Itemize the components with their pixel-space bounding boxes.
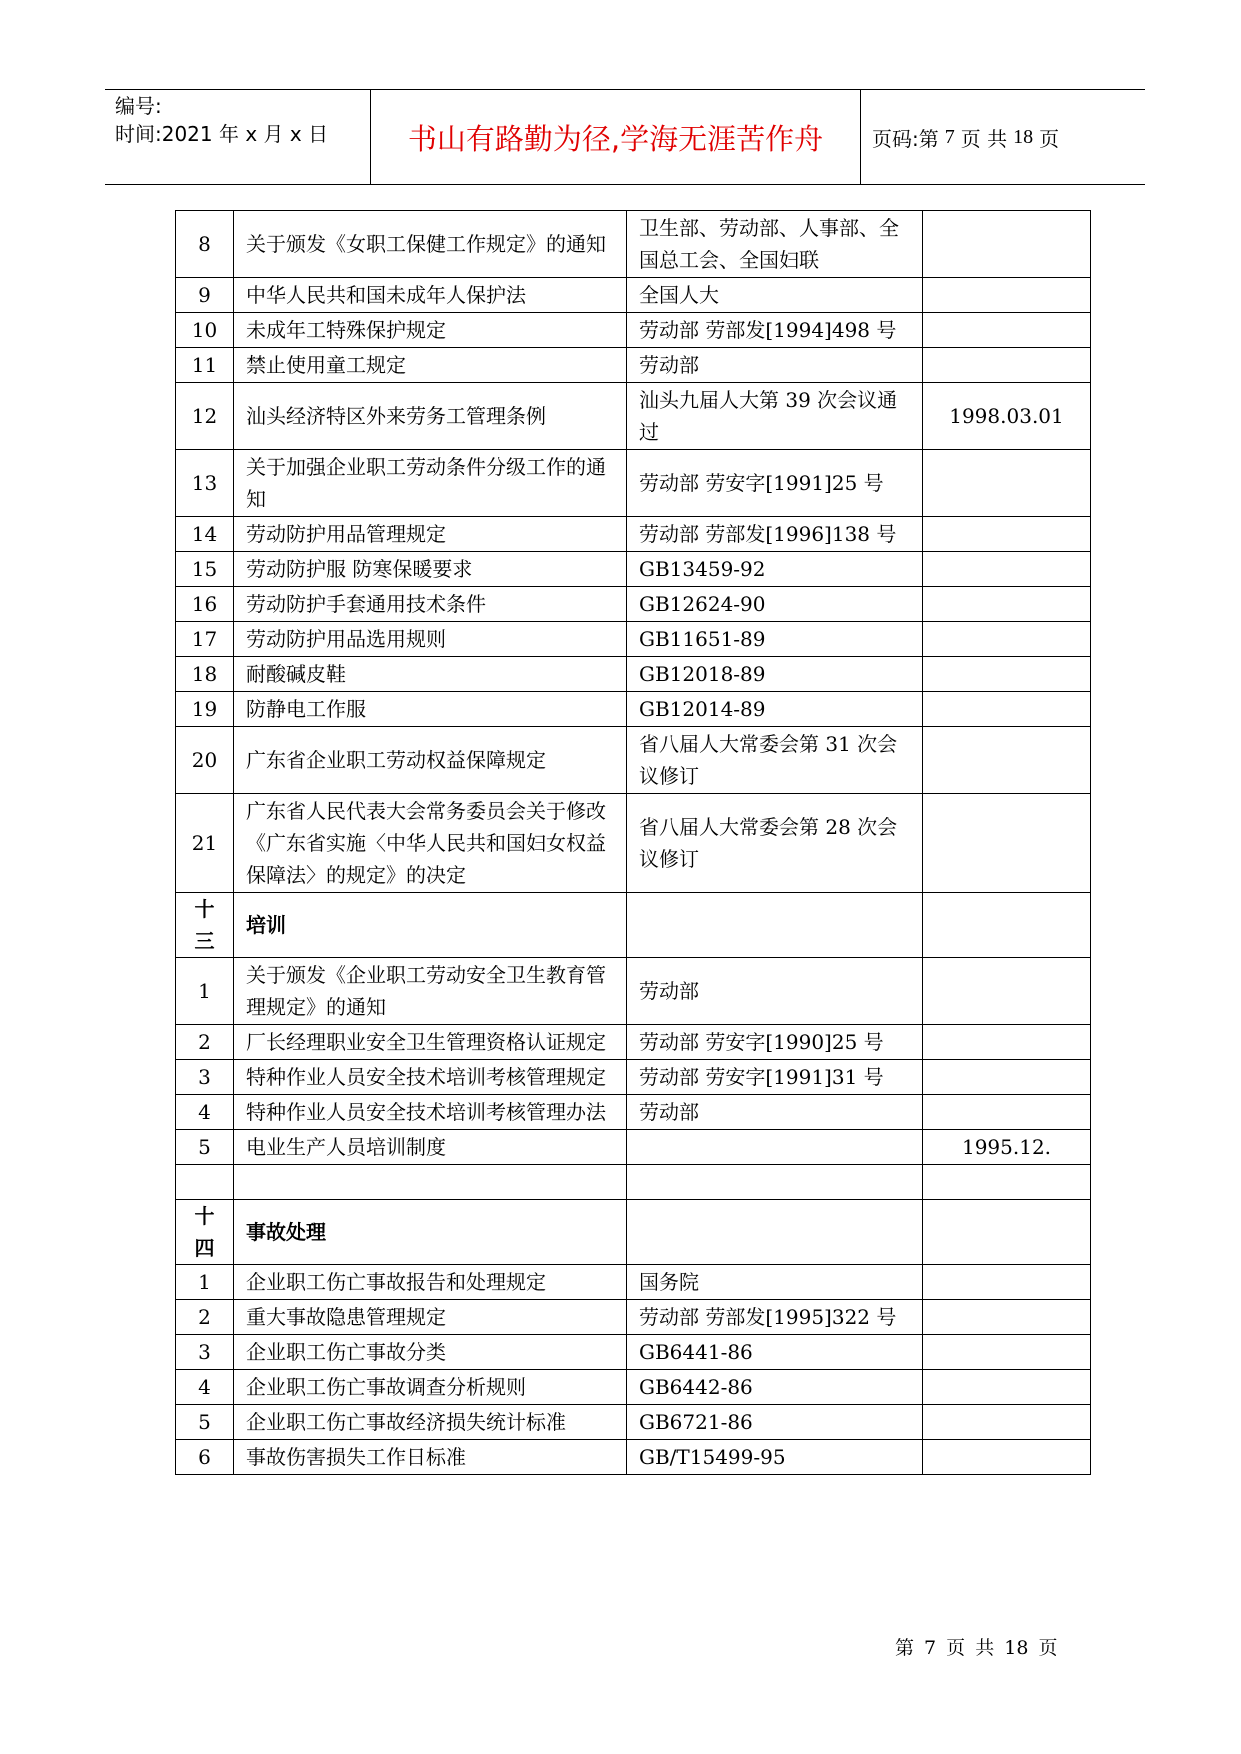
effective-date-cell [923, 1165, 1091, 1200]
effective-date-cell [923, 1200, 1091, 1265]
page-mid: 页 共 [960, 126, 1008, 151]
regulation-name-cell: 事故处理 [234, 1200, 627, 1265]
table-row [176, 383, 1091, 450]
row-number-cell: 十四 [176, 1200, 234, 1265]
regulation-name-cell: 企业职工伤亡事故调查分析规则 [234, 1370, 627, 1405]
row-number-cell: 20 [176, 727, 234, 794]
page-footer: 第 7 页 共 18 页 [895, 1637, 1058, 1659]
effective-date-cell [923, 278, 1091, 313]
issuer-cell: 劳动部 劳部发[1995]322 号 [627, 1300, 923, 1335]
issuer-cell: 汕头九届人大第 39 次会议通过 [627, 383, 923, 450]
row-number-cell: 4 [176, 1370, 234, 1405]
regulation-name-cell: 广东省人民代表大会常务委员会关于修改《广东省实施〈中华人民共和国妇女权益保障法〉的规定》的决定 [234, 794, 627, 893]
table-row [176, 552, 1091, 587]
row-number-cell: 19 [176, 692, 234, 727]
effective-date-cell [923, 1370, 1091, 1405]
regulation-name-cell: 电业生产人员培训制度 [234, 1130, 627, 1165]
header-meta [115, 92, 375, 148]
effective-date-cell [923, 313, 1091, 348]
effective-date-cell [923, 1300, 1091, 1335]
row-number-cell: 15 [176, 552, 234, 587]
table-row [176, 1025, 1091, 1060]
table-row [176, 211, 1091, 278]
row-number-cell: 9 [176, 278, 234, 313]
regulations-table-body [176, 211, 1091, 1475]
table-row [176, 727, 1091, 794]
row-number-cell: 13 [176, 450, 234, 517]
table-row [176, 657, 1091, 692]
header-divider [860, 90, 861, 184]
regulation-name-cell: 劳动防护手套通用技术条件 [234, 587, 627, 622]
table-row [176, 1300, 1091, 1335]
regulation-name-cell: 企业职工伤亡事故经济损失统计标准 [234, 1405, 627, 1440]
regulation-name-cell: 劳动防护服 防寒保暖要求 [234, 552, 627, 587]
regulations-table [175, 210, 1091, 1475]
table-row [176, 348, 1091, 383]
issuer-cell: 劳动部 劳安字[1990]25 号 [627, 1025, 923, 1060]
table-row [176, 958, 1091, 1025]
issuer-cell: GB6721-86 [627, 1405, 923, 1440]
row-number-cell: 18 [176, 657, 234, 692]
row-number-cell: 17 [176, 622, 234, 657]
issuer-cell: GB12018-89 [627, 657, 923, 692]
effective-date-cell [923, 727, 1091, 794]
issuer-cell [627, 1165, 923, 1200]
regulation-name-cell: 特种作业人员安全技术培训考核管理规定 [234, 1060, 627, 1095]
issuer-cell: 省八届人大常委会第 31 次会议修订 [627, 727, 923, 794]
effective-date-cell [923, 1095, 1091, 1130]
row-number-cell: 16 [176, 587, 234, 622]
effective-date-cell [923, 552, 1091, 587]
table-row [176, 517, 1091, 552]
regulation-name-cell: 特种作业人员安全技术培训考核管理办法 [234, 1095, 627, 1130]
issuer-cell [627, 1200, 923, 1265]
regulation-name-cell: 企业职工伤亡事故报告和处理规定 [234, 1265, 627, 1300]
regulation-name-cell: 防静电工作服 [234, 692, 627, 727]
row-number-cell: 1 [176, 958, 234, 1025]
table-row [176, 313, 1091, 348]
regulation-name-cell: 广东省企业职工劳动权益保障规定 [234, 727, 627, 794]
table-row [176, 1060, 1091, 1095]
issuer-cell: 省八届人大常委会第 28 次会议修订 [627, 794, 923, 893]
issuer-cell: 劳动部 [627, 1095, 923, 1130]
effective-date-cell [923, 794, 1091, 893]
table-row [176, 278, 1091, 313]
issuer-cell: 劳动部 劳部发[1996]138 号 [627, 517, 923, 552]
row-number-cell: 14 [176, 517, 234, 552]
row-number-cell: 21 [176, 794, 234, 893]
effective-date-cell: 1995.12. [923, 1130, 1091, 1165]
row-number-cell [176, 1165, 234, 1200]
issuer-cell: 劳动部 劳安字[1991]25 号 [627, 450, 923, 517]
effective-date-cell [923, 1060, 1091, 1095]
effective-date-cell [923, 211, 1091, 278]
row-number-cell: 2 [176, 1025, 234, 1060]
table-row [176, 1265, 1091, 1300]
page-current: 7 [944, 125, 955, 148]
regulation-name-cell: 厂长经理职业安全卫生管理资格认证规定 [234, 1025, 627, 1060]
issuer-cell: GB13459-92 [627, 552, 923, 587]
row-number-cell: 10 [176, 313, 234, 348]
row-number-cell: 11 [176, 348, 234, 383]
table-row [176, 587, 1091, 622]
regulation-name-cell: 重大事故隐患管理规定 [234, 1300, 627, 1335]
effective-date-cell [923, 692, 1091, 727]
row-number-cell: 1 [176, 1265, 234, 1300]
regulation-name-cell: 劳动防护用品选用规则 [234, 622, 627, 657]
table-row [176, 622, 1091, 657]
issuer-cell: 卫生部、劳动部、人事部、全国总工会、全国妇联 [627, 211, 923, 278]
section-row [176, 893, 1091, 958]
effective-date-cell [923, 1335, 1091, 1370]
table-row [176, 1130, 1091, 1165]
header-page-indicator [872, 90, 1059, 184]
effective-date-cell [923, 1440, 1091, 1475]
header-motto: 书山有路勤为径,学海无涯苦作舟 [407, 121, 824, 156]
page-prefix: 页码:第 [872, 126, 939, 151]
issuer-cell: GB6441-86 [627, 1335, 923, 1370]
page-suffix: 页 [1039, 126, 1060, 151]
issuer-cell: GB11651-89 [627, 622, 923, 657]
row-number-cell: 3 [176, 1060, 234, 1095]
blank-row [176, 1165, 1091, 1200]
document-number-label: 编号: [115, 94, 162, 118]
section-row [176, 1200, 1091, 1265]
issuer-cell [627, 1130, 923, 1165]
issuer-cell: 国务院 [627, 1265, 923, 1300]
regulation-name-cell [234, 1165, 627, 1200]
regulation-name-cell: 汕头经济特区外来劳务工管理条例 [234, 383, 627, 450]
effective-date-cell [923, 450, 1091, 517]
page-header [105, 89, 1145, 185]
issuer-cell: 全国人大 [627, 278, 923, 313]
regulation-name-cell: 关于加强企业职工劳动条件分级工作的通知 [234, 450, 627, 517]
row-number-cell: 5 [176, 1130, 234, 1165]
table-row [176, 1440, 1091, 1475]
table-row [176, 692, 1091, 727]
row-number-cell: 5 [176, 1405, 234, 1440]
regulation-name-cell: 劳动防护用品管理规定 [234, 517, 627, 552]
issuer-cell: GB/T15499-95 [627, 1440, 923, 1475]
effective-date-cell [923, 1265, 1091, 1300]
row-number-cell: 4 [176, 1095, 234, 1130]
effective-date-cell [923, 893, 1091, 958]
issuer-cell: GB6442-86 [627, 1370, 923, 1405]
page-total: 18 [1013, 125, 1034, 148]
effective-date-cell [923, 587, 1091, 622]
effective-date-cell: 1998.03.01 [923, 383, 1091, 450]
issuer-cell [627, 893, 923, 958]
issuer-cell: GB12624-90 [627, 587, 923, 622]
row-number-cell: 6 [176, 1440, 234, 1475]
issuer-cell: 劳动部 [627, 348, 923, 383]
row-number-cell: 2 [176, 1300, 234, 1335]
table-row [176, 1405, 1091, 1440]
issuer-cell: 劳动部 劳部发[1994]498 号 [627, 313, 923, 348]
regulation-name-cell: 中华人民共和国未成年人保护法 [234, 278, 627, 313]
table-row [176, 794, 1091, 893]
effective-date-cell [923, 622, 1091, 657]
document-time: 时间:2021 年 x 月 x 日 [115, 122, 329, 146]
effective-date-cell [923, 517, 1091, 552]
row-number-cell: 8 [176, 211, 234, 278]
regulation-name-cell: 企业职工伤亡事故分类 [234, 1335, 627, 1370]
effective-date-cell [923, 1025, 1091, 1060]
row-number-cell: 3 [176, 1335, 234, 1370]
effective-date-cell [923, 958, 1091, 1025]
regulation-name-cell: 事故伤害损失工作日标准 [234, 1440, 627, 1475]
table-row [176, 450, 1091, 517]
regulation-name-cell: 关于颁发《企业职工劳动安全卫生教育管理规定》的通知 [234, 958, 627, 1025]
table-row [176, 1095, 1091, 1130]
issuer-cell: 劳动部 [627, 958, 923, 1025]
issuer-cell: GB12014-89 [627, 692, 923, 727]
table-row [176, 1335, 1091, 1370]
effective-date-cell [923, 348, 1091, 383]
regulation-name-cell: 禁止使用童工规定 [234, 348, 627, 383]
effective-date-cell [923, 1405, 1091, 1440]
table-row [176, 1370, 1091, 1405]
effective-date-cell [923, 657, 1091, 692]
regulation-name-cell: 培训 [234, 893, 627, 958]
regulation-name-cell: 关于颁发《女职工保健工作规定》的通知 [234, 211, 627, 278]
row-number-cell: 十三 [176, 893, 234, 958]
row-number-cell: 12 [176, 383, 234, 450]
regulation-name-cell: 耐酸碱皮鞋 [234, 657, 627, 692]
regulation-name-cell: 未成年工特殊保护规定 [234, 313, 627, 348]
issuer-cell: 劳动部 劳安字[1991]31 号 [627, 1060, 923, 1095]
